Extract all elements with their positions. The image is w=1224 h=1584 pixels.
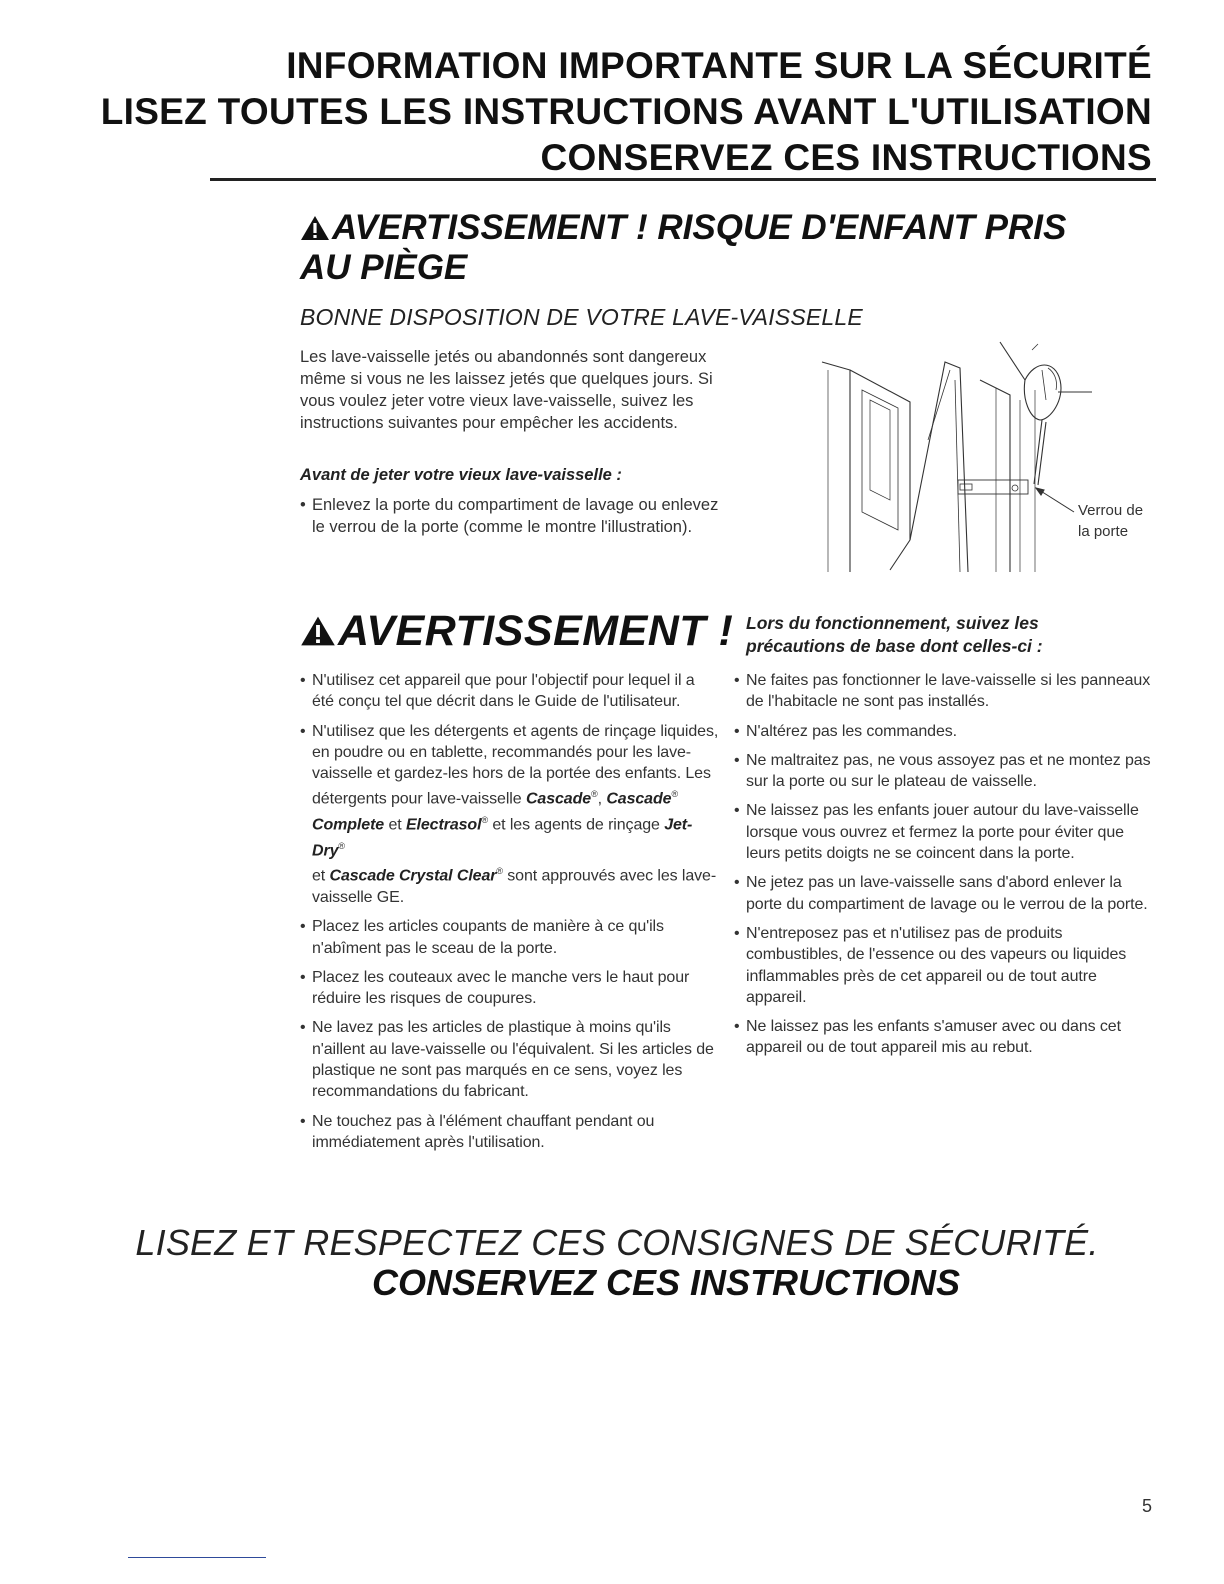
left-bullet: • Placez les articles coupants de manière à ce qu'ils n'abîment pas le sceau de la porte. <box>300 916 720 959</box>
operation-precautions-heading: Lors du fonctionnement, suivez les précautions de base dont celles-ci : <box>746 613 1043 656</box>
registered-mark: ® <box>671 789 678 800</box>
disposal-paragraph: Les lave-vaisselle jetés ou abandonnés sont dangereux même si vous ne les laissez jetés que quelques jours. Si vous voulez jeter votre vieux lave-vaisselle, suivez les instructions suivantes pour empêcher les accidents. <box>300 348 713 432</box>
main-warning-title <box>300 606 733 656</box>
door-latch-label <box>1078 500 1143 542</box>
detergent-text: sont approuvés avec les lave-vaisselle GE. <box>312 867 717 906</box>
brand-name: Electrasol <box>405 816 482 834</box>
bottom-footnote-rule <box>128 1557 266 1558</box>
detergent-text: et les agents de rinçage <box>488 816 665 834</box>
right-bullet: • Ne laissez pas les enfants jouer autour du lave-vaisselle lorsque vous ouvrez et fermez la porte pour éviter que leurs petits doigts ne se coincent dans la porte. <box>734 800 1154 864</box>
right-bullet: • N'entreposez pas et n'utilisez pas de produits combustibles, de l'essence ou des vapeurs ou liquides inflammables près de cet appareil ou de tout autre appareil. <box>734 923 1154 1008</box>
footer-save-instructions: CONSERVEZ CES INSTRUCTIONS <box>372 1262 961 1303</box>
door-latch-label-line-2: la porte <box>1078 523 1129 540</box>
footer-read-follow: LISEZ ET RESPECTEZ CES CONSIGNES DE SÉCURITÉ. <box>135 1222 1099 1263</box>
before-disposal-heading: Avant de jeter votre vieux lave-vaisselle : <box>300 466 622 484</box>
right-bullet: • Ne jetez pas un lave-vaisselle sans d'abord enlever la porte du compartiment de lavage ou le verrou de la porte. <box>734 872 1154 915</box>
warning-triangle-icon <box>300 615 336 647</box>
registered-mark: ® <box>591 789 598 800</box>
child-trap-warning-title <box>300 208 1100 288</box>
registered-mark: ® <box>338 840 345 851</box>
brand-name: Cascade Crystal Clear <box>329 867 497 885</box>
disposal-bullet: • Enlevez la porte du compartiment de lavage ou enlevez le verrou de la porte (comme le montre l'illustration). <box>300 494 720 538</box>
registered-mark: ® <box>481 815 489 826</box>
warning-triangle-icon <box>300 215 330 241</box>
brand-name: Cascade <box>606 790 672 808</box>
left-bullet: • Ne lavez pas les articles de plastique à moins qu'ils n'aillent au lave-vaisselle ou l'équivalent. Si les articles de plastique ne sont pas marqués en ce sens, voyez les recommandations du fabricant. <box>300 1017 720 1102</box>
main-warning-text: AVERTISSEMENT ! <box>338 607 734 655</box>
conjunction: et <box>384 816 402 834</box>
detergent-text: N'utilisez que les détergents et agents de rinçage liquides, en poudre ou en tablette, recommandés pour les lave-vaisselle et gardez-les hors de la portée des enfants. Les détergents pour lave-vaisselle <box>312 722 719 808</box>
left-bullet: • Ne touchez pas à l'élément chauffant pendant ou immédiatement après l'utilisation. <box>300 1111 720 1154</box>
disposal-bullets <box>300 494 720 538</box>
left-bullet: • Placez les couteaux avec le manche vers le haut pour réduire les risques de coupures. <box>300 967 720 1010</box>
header-line-3: CONSERVEZ CES INSTRUCTIONS <box>540 137 1152 178</box>
brand-name: Complete <box>312 816 385 834</box>
registered-mark: ® <box>496 866 503 877</box>
brand-name: Jet-Dry <box>312 816 693 860</box>
separator: , <box>597 790 607 808</box>
main-warning-left-bullets <box>300 670 720 1161</box>
door-latch-illustration <box>810 340 1100 572</box>
left-bullet-detergents <box>300 721 720 909</box>
main-warning-right-bullets <box>734 670 1154 1067</box>
conjunction: et <box>312 867 330 885</box>
header-line-2: LISEZ TOUTES LES INSTRUCTIONS AVANT L'UTILISATION <box>100 91 1152 132</box>
brand-name: Cascade <box>525 790 592 808</box>
right-bullet: • Ne faites pas fonctionner le lave-vaisselle si les panneaux de l'habitacle ne sont pas installés. <box>734 670 1154 713</box>
right-bullet: • N'altérez pas les commandes. <box>734 721 1154 742</box>
left-bullet: • N'utilisez cet appareil que pour l'objectif pour lequel il a été conçu tel que décrit dans le Guide de l'utilisateur. <box>300 670 720 713</box>
page-number: 5 <box>1141 1496 1152 1516</box>
door-latch-label-line-1: Verrou de <box>1078 502 1144 519</box>
right-bullet: • Ne laissez pas les enfants s'amuser avec ou dans cet appareil ou de tout appareil mis au rebut. <box>734 1016 1154 1059</box>
right-bullet: • Ne maltraitez pas, ne vous assoyez pas et ne montez pas sur la porte ou sur le plateau de vaisselle. <box>734 750 1154 793</box>
child-trap-warning-text: AVERTISSEMENT ! RISQUE D'ENFANT PRIS AU PIÈGE <box>300 208 1067 287</box>
disposal-subtitle: BONNE DISPOSITION DE VOTRE LAVE-VAISSELLE <box>300 304 863 330</box>
header-divider <box>210 178 1156 181</box>
header-line-1: INFORMATION IMPORTANTE SUR LA SÉCURITÉ <box>286 45 1152 86</box>
